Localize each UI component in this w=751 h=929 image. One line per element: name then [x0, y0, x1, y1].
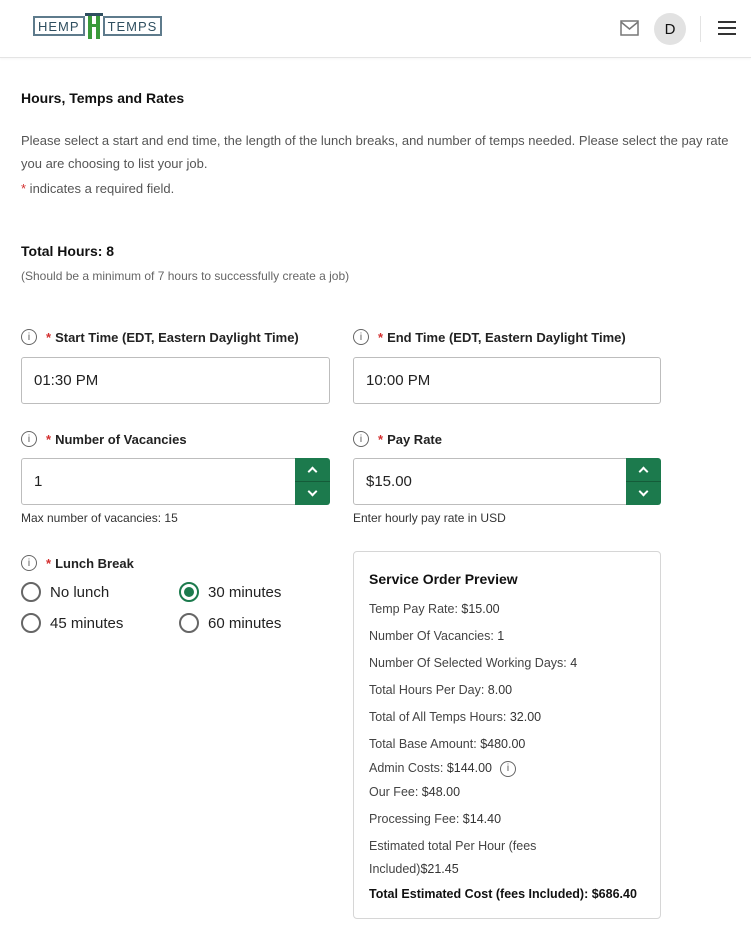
start-time-input[interactable]: 01:30 PM: [21, 357, 330, 404]
total-hours-hint: (Should be a minimum of 7 hours to successfully create a job): [21, 269, 350, 283]
hemp-temps-logo[interactable]: [33, 13, 162, 39]
chevron-up-icon: [639, 467, 649, 477]
preview-row-working-days: Number Of Selected Working Days: 4: [369, 656, 578, 670]
logo-right-text: TEMPS: [103, 16, 163, 36]
lunch-option-60-minutes[interactable]: 60 minutes: [179, 613, 281, 633]
pay-rate-stepper: [626, 458, 661, 505]
preview-row-pay-rate: Temp Pay Rate: $15.00: [369, 602, 500, 616]
vacancies-stepper: [295, 458, 330, 505]
vacancies-increment-button[interactable]: [295, 458, 330, 481]
info-icon[interactable]: i: [353, 431, 369, 447]
vacancies-label: i * Number of Vacancies: [21, 431, 187, 447]
required-field-note: [21, 181, 174, 196]
preview-row-hours-per-day: Total Hours Per Day: 8.00: [369, 683, 513, 697]
preview-row-total-per-hour: Estimated total Per Hour (fees Included)$21.45: [369, 839, 537, 876]
logo-h-mark: [83, 13, 105, 39]
info-icon[interactable]: i: [21, 329, 37, 345]
radio-unchecked-icon: [179, 613, 199, 633]
pay-rate-decrement-button[interactable]: [626, 482, 661, 505]
end-time-label: i * End Time (EDT, Eastern Daylight Time): [353, 329, 626, 345]
info-icon[interactable]: i: [21, 555, 37, 571]
lunch-option-45-minutes[interactable]: 45 minutes: [21, 613, 123, 633]
lunch-option-30-minutes[interactable]: 30 minutes: [179, 582, 281, 602]
header-divider: [700, 16, 701, 42]
pay-rate-input[interactable]: $15.00: [353, 458, 628, 505]
mail-icon[interactable]: [620, 20, 639, 36]
lunch-break-label: i * Lunch Break: [21, 555, 134, 571]
pay-rate-increment-button[interactable]: [626, 458, 661, 481]
chevron-up-icon: [308, 467, 318, 477]
preview-row-our-fee: Our Fee: $48.00: [369, 785, 461, 799]
preview-row-all-temps-hours: Total of All Temps Hours: 32.00: [369, 710, 542, 724]
preview-title: Service Order Preview: [369, 571, 518, 587]
preview-row-vacancies: Number Of Vacancies: 1: [369, 629, 505, 643]
section-description: Please select a start and end time, the length of the lunch breaks, and number of temps needed. Please select the pay rate you are choosing to list your job.: [21, 133, 729, 171]
radio-checked-icon: [179, 582, 199, 602]
lunch-option-no-lunch[interactable]: No lunch: [21, 582, 109, 602]
start-time-label: i * Start Time (EDT, Eastern Daylight Time): [21, 329, 299, 345]
required-note-text: indicates a required field.: [26, 181, 175, 196]
total-hours: Total Hours: 8: [21, 243, 115, 259]
section-title: Hours, Temps and Rates: [21, 90, 185, 106]
vacancies-helper-text: Max number of vacancies: 15: [21, 511, 178, 525]
info-icon[interactable]: i: [353, 329, 369, 345]
chevron-down-icon: [639, 487, 649, 497]
hamburger-menu-icon[interactable]: [718, 21, 736, 35]
info-icon[interactable]: i: [500, 761, 516, 777]
info-icon[interactable]: i: [21, 431, 37, 447]
vacancies-decrement-button[interactable]: [295, 482, 330, 505]
end-time-input[interactable]: 10:00 PM: [353, 357, 661, 404]
preview-row-base-amount: Total Base Amount: $480.00: [369, 737, 526, 751]
user-avatar[interactable]: D: [654, 13, 686, 45]
radio-unchecked-icon: [21, 582, 41, 602]
required-star: *: [21, 181, 27, 196]
top-navigation-bar: [0, 0, 751, 58]
pay-rate-label: i * Pay Rate: [353, 431, 442, 447]
service-order-preview: [353, 551, 661, 919]
vacancies-input[interactable]: 1: [21, 458, 297, 505]
radio-unchecked-icon: [21, 613, 41, 633]
pay-rate-helper-text: Enter hourly pay rate in USD: [353, 511, 506, 525]
preview-row-admin-costs: Admin Costs: $144.00 i: [369, 757, 644, 780]
preview-row-processing-fee: Processing Fee: $14.40: [369, 812, 502, 826]
chevron-down-icon: [308, 487, 318, 497]
logo-left-text: HEMP: [33, 16, 85, 36]
preview-row-total-estimated-cost: Total Estimated Cost (fees Included): $686.40: [369, 887, 637, 901]
